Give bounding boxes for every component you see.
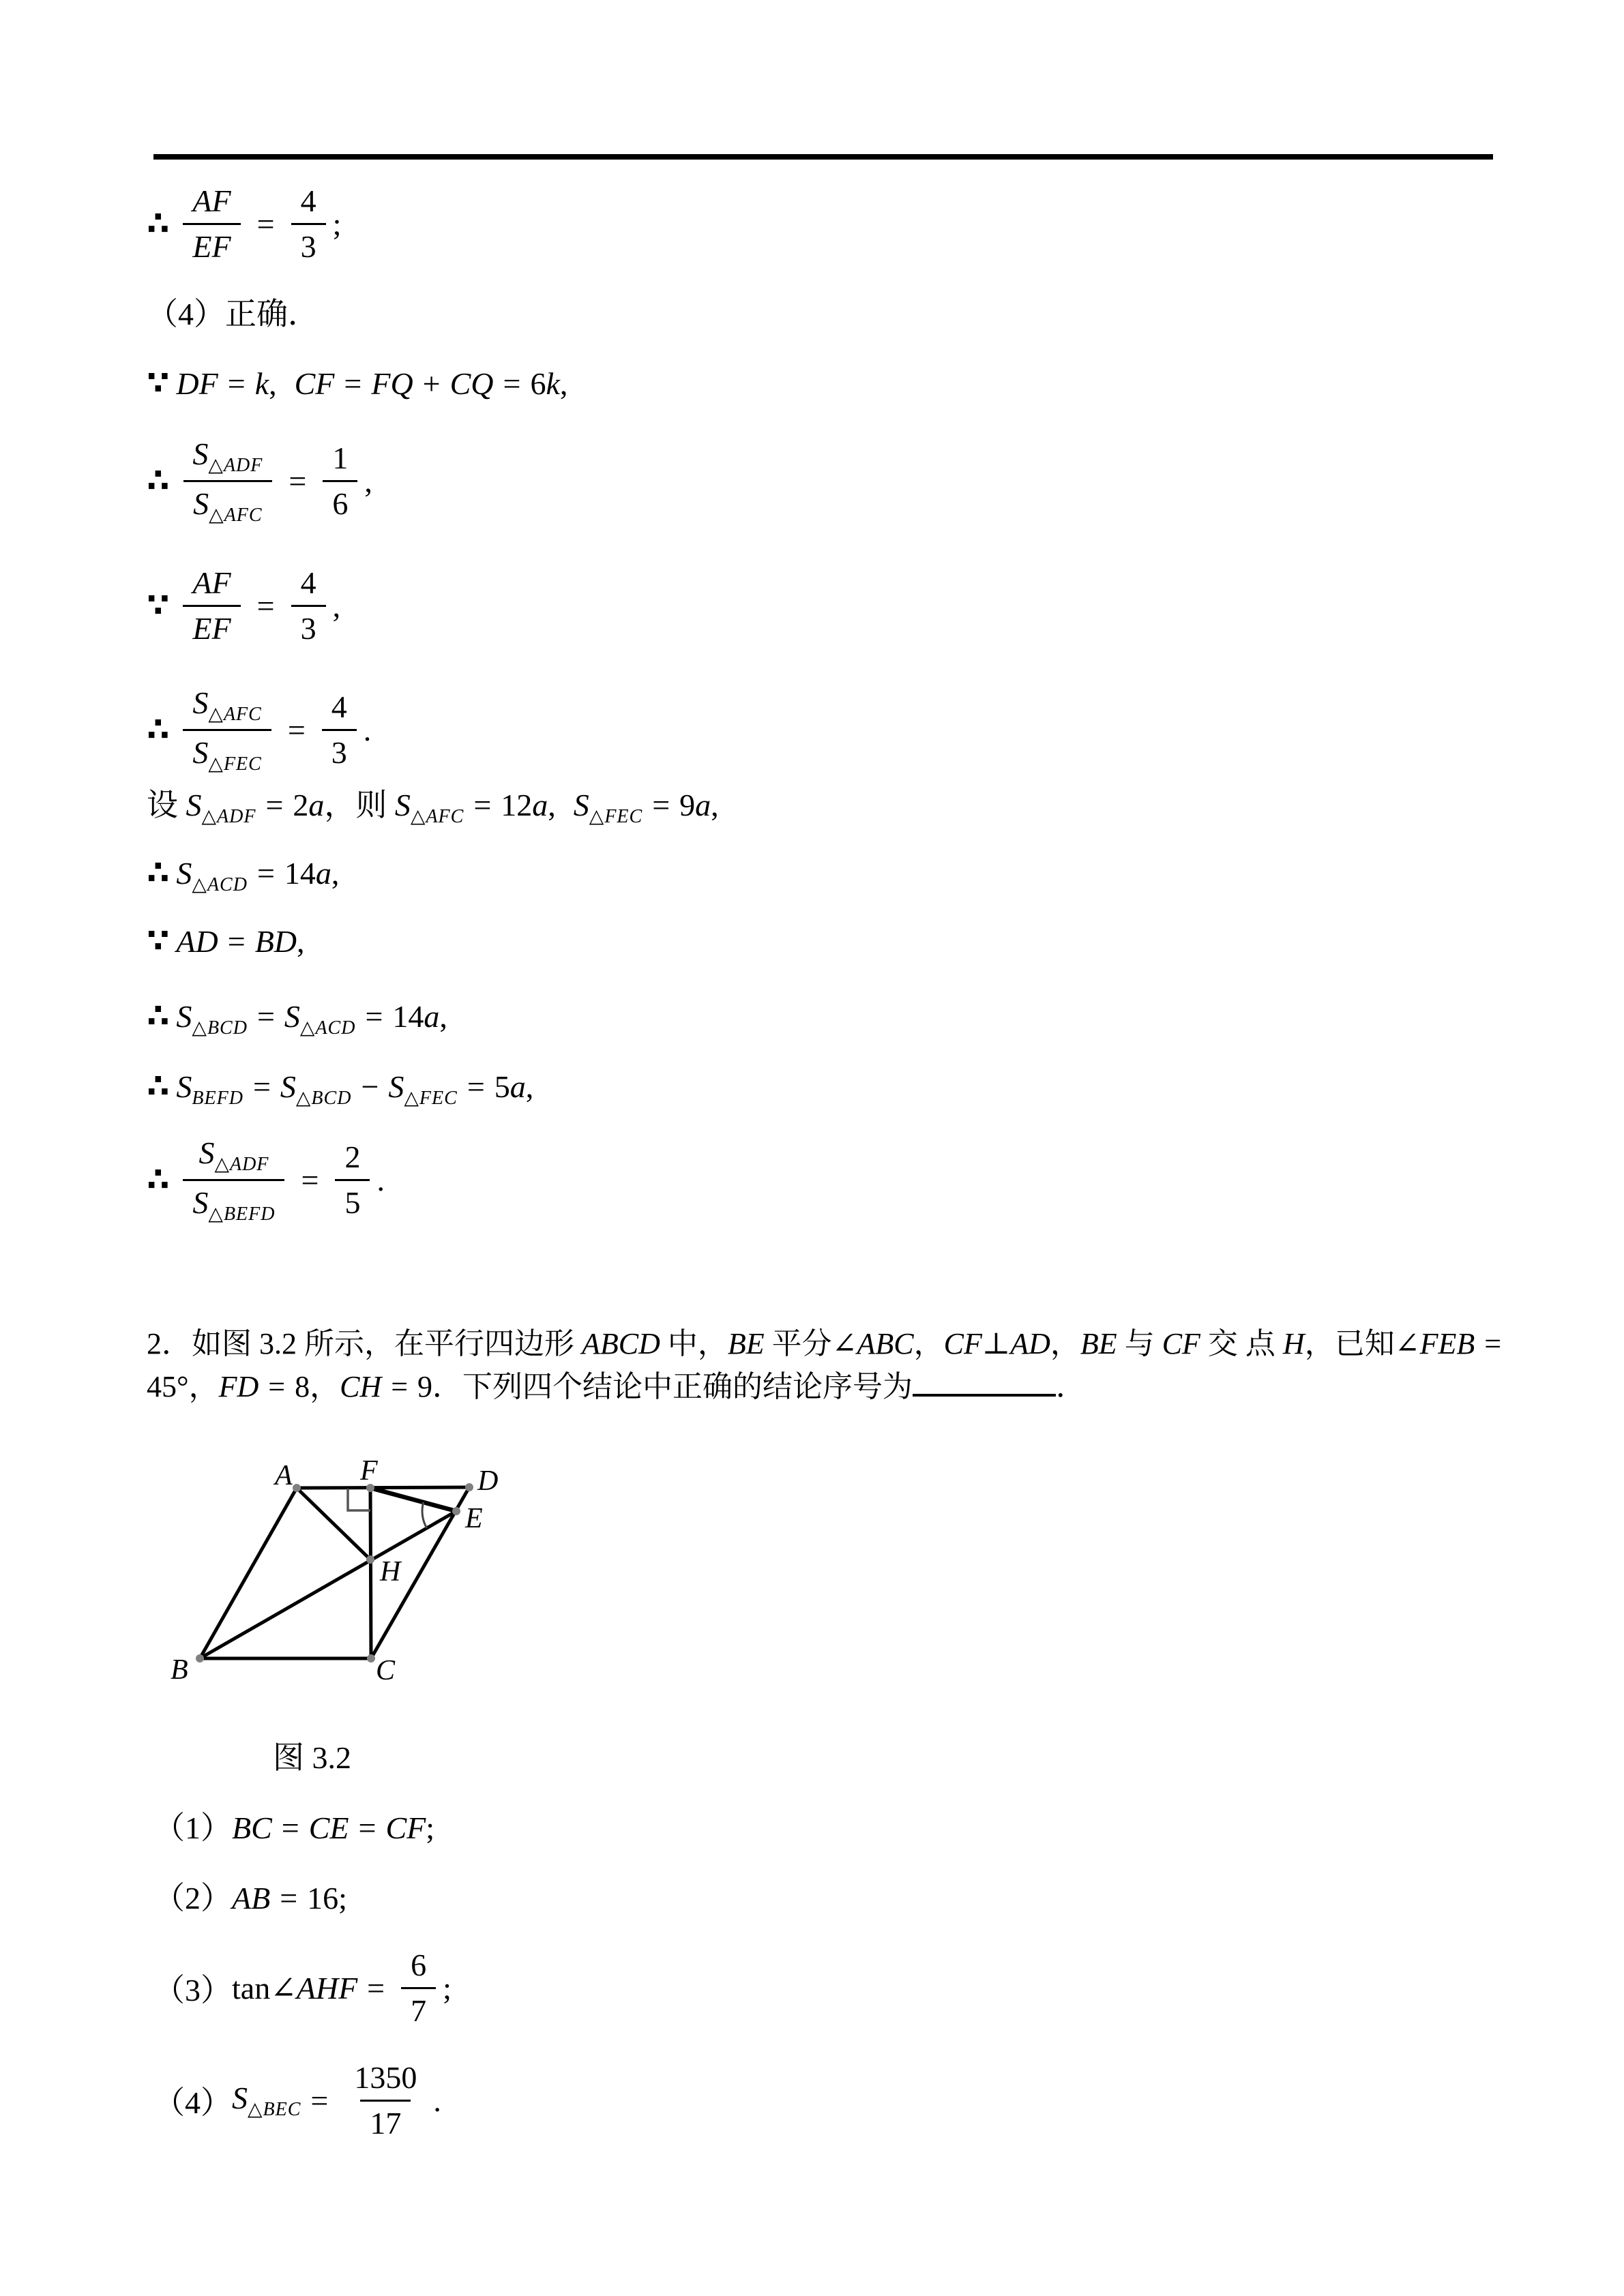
- fraction: [322, 685, 357, 773]
- area-symbol-base: S: [284, 999, 300, 1034]
- math-run: BE: [1080, 1327, 1117, 1360]
- fraction-numerator: [344, 2056, 426, 2099]
- number-run: 16: [307, 1881, 339, 1915]
- area-symbol: [388, 1069, 458, 1109]
- math-run: a: [695, 788, 711, 822]
- parallelogram-diagram: [164, 1418, 532, 1718]
- operator: =: [310, 2083, 329, 2118]
- conclusion-item-1: [153, 1809, 1624, 1847]
- number-run: 1: [332, 441, 349, 476]
- fraction: [183, 432, 272, 530]
- ratio-safc-sfec: [147, 679, 1624, 781]
- fraction: [291, 561, 326, 649]
- operator: =: [256, 588, 275, 623]
- math-run: a: [315, 856, 331, 891]
- area-bcd-line: [147, 997, 1624, 1039]
- math-run: CF: [943, 1327, 982, 1360]
- fraction-numerator: [183, 561, 240, 604]
- area-symbol-base: S: [573, 788, 589, 822]
- math-run: AHF: [296, 1970, 358, 2006]
- number-run: 17: [370, 2105, 402, 2141]
- fraction-denominator: [183, 223, 240, 268]
- area-symbol-subscript: △BEC: [248, 2099, 301, 2121]
- math-run: AD: [176, 924, 218, 959]
- area-symbol-subscript: △FEC: [589, 806, 643, 828]
- area-symbol: [193, 486, 263, 526]
- math-run: a: [510, 1069, 526, 1104]
- text-run: ，: [310, 1370, 340, 1403]
- conclusion-item-3: [153, 1937, 1624, 2039]
- fraction: [183, 1131, 284, 1229]
- operator: =: [367, 1970, 385, 2006]
- punctuation: ,: [297, 924, 305, 959]
- operator: =: [265, 788, 284, 822]
- right-angle-mark-icon: [348, 1489, 370, 1510]
- vertex-dot-b: [196, 1654, 204, 1663]
- area-symbol-base: S: [186, 788, 202, 822]
- area-symbol: [192, 734, 262, 775]
- text-run: （4）正确．: [147, 297, 319, 331]
- number-run: tan∠: [232, 1971, 297, 2006]
- vertex-label-a: A: [275, 1460, 293, 1491]
- area-symbol-subscript: △FEC: [208, 753, 262, 775]
- fraction-denominator: [335, 1179, 370, 1224]
- area-symbol: [394, 788, 464, 828]
- math-run: ABC: [857, 1327, 914, 1360]
- operator: =: [281, 1810, 299, 1845]
- area-symbol: [176, 999, 248, 1039]
- punctuation: .: [363, 712, 372, 747]
- math-run: BE: [727, 1327, 765, 1360]
- operator: =: [252, 1069, 271, 1104]
- number-run: 6: [530, 366, 546, 401]
- area-symbol-subscript: △ADF: [214, 1153, 269, 1175]
- area-symbol-base: S: [176, 1069, 192, 1104]
- fraction-numerator: [183, 432, 272, 480]
- area-symbol: [176, 1069, 243, 1109]
- fraction-numerator: [291, 179, 326, 222]
- problem-2-text-line-1: [147, 1323, 1624, 1365]
- fraction-numerator: [189, 1131, 278, 1179]
- fraction-numerator: [322, 685, 357, 728]
- fraction: [323, 436, 357, 524]
- text-run: （2）: [153, 1881, 232, 1915]
- punctuation: ,: [439, 999, 447, 1034]
- area-befd-line: [147, 1067, 1624, 1109]
- area-symbol: [280, 1069, 352, 1109]
- number-run: 3: [300, 610, 316, 646]
- number-run: 3: [331, 734, 347, 770]
- math-run: ABCD: [582, 1327, 660, 1360]
- area-symbol-subscript: BEFD: [192, 1088, 243, 1109]
- fraction: [401, 1943, 436, 2031]
- text-run: ．: [1056, 1370, 1087, 1403]
- math-run: CH: [340, 1370, 382, 1403]
- fraction-denominator: [322, 729, 357, 774]
- math-run: H: [1282, 1327, 1305, 1360]
- fraction: [183, 179, 240, 267]
- number-run: 5: [344, 1184, 361, 1220]
- number-run: 14: [284, 856, 316, 891]
- text-run: 与: [1117, 1327, 1162, 1360]
- logic-symbol: ∵: [147, 364, 170, 402]
- number-run: 45°: [147, 1370, 189, 1403]
- math-run: FQ: [371, 366, 413, 401]
- vertex-label-f: F: [360, 1455, 378, 1487]
- math-run: CQ: [449, 366, 494, 401]
- math-run: AF: [192, 183, 231, 219]
- fraction-numerator: [183, 681, 271, 729]
- area-symbol-base: S: [232, 2080, 248, 2115]
- area-symbol-base: S: [394, 788, 411, 822]
- area-symbol-base: S: [192, 436, 209, 471]
- text-run: 2．如图 3.2 所示，在平行四边形: [147, 1327, 582, 1360]
- angle-arc-icon: [422, 1502, 427, 1528]
- answer-blank: [913, 1365, 1056, 1397]
- number-run: 1350: [354, 2060, 417, 2096]
- logic-symbol: ∴: [147, 462, 170, 500]
- area-symbol: [192, 1184, 276, 1225]
- figure-caption: [273, 1739, 1624, 1776]
- operator: −: [361, 1069, 379, 1104]
- fraction: [183, 681, 271, 779]
- math-run: EF: [192, 228, 231, 264]
- vertex-label-d: D: [477, 1465, 499, 1497]
- text-run: ，: [913, 1327, 944, 1360]
- fraction-denominator: [183, 1179, 284, 1229]
- area-symbol-subscript: △BCD: [192, 1017, 248, 1039]
- logic-symbol: ∴: [147, 205, 170, 243]
- area-symbol-subscript: △ACD: [192, 874, 248, 896]
- area-symbol-base: S: [176, 999, 192, 1034]
- math-run: BC: [232, 1810, 272, 1845]
- number-run: 3: [300, 228, 316, 264]
- text-run: （3）: [153, 1973, 232, 2008]
- text-run: ，则: [324, 788, 395, 822]
- fraction-denominator: [360, 2100, 411, 2145]
- punctuation: ,: [332, 588, 341, 623]
- math-run: FEB: [1419, 1327, 1475, 1360]
- operator: =: [289, 463, 307, 498]
- operator: =: [473, 788, 492, 822]
- fraction-denominator: [401, 1987, 436, 2032]
- operator: =: [301, 1162, 319, 1197]
- area-symbol-subscript: △ACD: [299, 1017, 356, 1039]
- text-run: ，: [188, 1370, 219, 1403]
- operator: =: [365, 999, 383, 1034]
- logic-symbol: ∵: [147, 586, 170, 625]
- number-run: 14: [392, 999, 424, 1034]
- area-symbol-base: S: [192, 734, 209, 770]
- math-run: CE: [308, 1810, 349, 1845]
- punctuation: ,: [559, 366, 568, 401]
- given-af-ef-ratio: [147, 554, 1624, 657]
- fraction-numerator: [323, 436, 357, 479]
- area-symbol-subscript: △ADF: [208, 454, 263, 476]
- vertex-label-b: B: [171, 1654, 188, 1686]
- text-run: 交 点: [1200, 1327, 1283, 1360]
- area-symbol-base: S: [192, 1184, 209, 1220]
- number-run: 4: [300, 183, 316, 219]
- fraction: [183, 561, 240, 649]
- punctuation: ,: [331, 856, 340, 891]
- area-symbol: [192, 436, 263, 476]
- conclusion-af-ef-ratio: [147, 173, 1624, 275]
- math-run: a: [532, 788, 548, 822]
- area-symbol-subscript: △AFC: [209, 504, 263, 526]
- punctuation: ;: [426, 1810, 435, 1845]
- logic-symbol: ∴: [147, 1067, 170, 1105]
- number-run: 9: [679, 788, 696, 822]
- logic-symbol: ∴: [147, 997, 170, 1035]
- operator: =: [256, 856, 275, 891]
- text-run: （1）: [153, 1810, 232, 1845]
- segment-fe-line: [370, 1488, 456, 1511]
- vertex-dot-c: [367, 1654, 375, 1663]
- fraction: [335, 1135, 370, 1223]
- punctuation: ,: [548, 788, 556, 822]
- fraction-denominator: [291, 605, 326, 650]
- punctuation: ;: [332, 206, 342, 241]
- vertex-dot-e: [452, 1507, 460, 1515]
- text-run: 设: [147, 788, 186, 822]
- vertex-label-c: C: [376, 1655, 396, 1686]
- operator: =: [287, 712, 306, 747]
- fraction-numerator: [401, 1943, 436, 1986]
- operator: =: [227, 924, 246, 959]
- text-run: ．下列四个结论中正确的结论序号为: [432, 1370, 913, 1403]
- text-run: （4）: [153, 2085, 232, 2120]
- area-symbol-base: S: [176, 856, 192, 891]
- geometry-figure: [147, 1418, 1624, 1718]
- area-symbol-subscript: △BCD: [295, 1088, 352, 1109]
- math-run: DF: [176, 366, 218, 401]
- math-run: EF: [192, 610, 231, 646]
- area-symbol-base: S: [193, 486, 209, 521]
- punctuation: ,: [364, 463, 372, 498]
- area-symbol-subscript: △FEC: [404, 1088, 458, 1109]
- ratio-sadf-sbefd: [147, 1129, 1624, 1231]
- segment-ah-line: [297, 1488, 370, 1560]
- operator: =: [1484, 1327, 1502, 1360]
- area-symbol: [192, 685, 262, 725]
- operator: =: [467, 1069, 485, 1104]
- math-run: CF: [1162, 1327, 1200, 1360]
- fraction-numerator: [183, 179, 240, 222]
- punctuation: ;: [338, 1881, 347, 1915]
- vertex-dot-d: [465, 1483, 473, 1491]
- number-run: 12: [501, 788, 533, 822]
- area-symbol-subscript: △AFC: [208, 703, 262, 725]
- number-run: 4: [300, 565, 316, 601]
- side-ab-line: [200, 1488, 297, 1658]
- fraction-denominator: [183, 480, 271, 530]
- logic-symbol: ∴: [147, 854, 170, 892]
- vertex-label-e: E: [465, 1503, 483, 1534]
- number-run: 9: [417, 1370, 433, 1403]
- fraction: [291, 179, 326, 267]
- area-acd-line: [147, 854, 1624, 896]
- area-symbol-base: S: [192, 685, 209, 720]
- fraction-numerator: [291, 561, 326, 604]
- area-symbol: [284, 999, 356, 1039]
- logic-symbol: ∴: [147, 1161, 170, 1199]
- number-run: 8: [295, 1370, 310, 1403]
- math-run: CF: [294, 366, 335, 401]
- ratio-sadf-safc: [147, 430, 1624, 532]
- problem-2-text-line-2: [147, 1365, 1624, 1407]
- operator: =: [344, 366, 362, 401]
- item4-correct-heading: [147, 295, 1624, 333]
- math-run: FD: [218, 1370, 259, 1403]
- area-symbol-base: S: [280, 1069, 296, 1104]
- figure-caption-text: 图 3.2: [273, 1740, 351, 1775]
- math-run: a: [308, 788, 325, 822]
- operator: =: [358, 1810, 377, 1845]
- logic-symbol: ∵: [147, 922, 170, 960]
- area-symbol-subscript: △BEFD: [208, 1203, 276, 1225]
- operator: =: [503, 366, 521, 401]
- operator: +: [422, 366, 441, 401]
- assume-areas-line: [147, 786, 1624, 828]
- operator: =: [256, 206, 275, 241]
- vertex-label-h: H: [380, 1556, 401, 1587]
- side-ad-line: [297, 1487, 469, 1488]
- math-run: AF: [192, 565, 231, 601]
- fraction-denominator: [183, 605, 240, 650]
- number-run: 6: [411, 1948, 427, 1983]
- area-symbol-base: S: [198, 1135, 215, 1170]
- operator: =: [391, 1370, 409, 1403]
- math-run: k: [254, 366, 269, 401]
- text-run: ，: [1050, 1327, 1080, 1360]
- header-divider-rule: [153, 154, 1493, 160]
- punctuation: ,: [711, 788, 719, 822]
- operator: =: [268, 1370, 286, 1403]
- math-run: a: [424, 999, 440, 1034]
- fraction-denominator: [291, 223, 326, 268]
- math-run: CF: [385, 1810, 426, 1845]
- area-symbol: [198, 1135, 269, 1175]
- fraction-denominator: [183, 729, 271, 779]
- operator: =: [652, 788, 670, 822]
- number-run: 5: [494, 1069, 510, 1104]
- given-ad-bd-line: [147, 923, 1624, 960]
- segment-fc-line: [370, 1488, 371, 1658]
- given-df-cf-line: [147, 365, 1624, 402]
- conclusion-item-4: [153, 2049, 1624, 2151]
- text-run: ，已知∠: [1304, 1327, 1420, 1360]
- area-symbol-subscript: △ADF: [201, 806, 256, 828]
- area-symbol: [186, 788, 256, 828]
- fraction-denominator: [323, 480, 357, 525]
- logic-symbol: ∴: [147, 711, 170, 749]
- area-symbol-subscript: △AFC: [410, 806, 464, 828]
- punctuation: .: [377, 1162, 385, 1197]
- segment-be-line: [200, 1511, 456, 1658]
- number-run: 6: [332, 486, 349, 521]
- math-run: AD: [1010, 1327, 1050, 1360]
- number-run: 4: [331, 689, 347, 725]
- punctuation: ,: [525, 1069, 534, 1104]
- punctuation: ;: [443, 1970, 452, 2006]
- math-run: k: [546, 366, 560, 401]
- fraction-numerator: [335, 1135, 370, 1178]
- text-run: 平分∠: [764, 1327, 857, 1360]
- fraction: [344, 2056, 426, 2144]
- area-symbol: [176, 856, 248, 896]
- number-run: 2: [344, 1139, 361, 1175]
- area-symbol-base: S: [388, 1069, 404, 1104]
- conclusion-item-2: [153, 1879, 1624, 1917]
- text-run: ⊥: [981, 1327, 1011, 1360]
- area-symbol: [232, 2080, 301, 2121]
- operator: =: [280, 1881, 298, 1915]
- math-run: AB: [232, 1881, 271, 1915]
- punctuation: ,: [269, 366, 277, 401]
- operator: =: [256, 999, 275, 1034]
- text-run: 中，: [660, 1327, 728, 1360]
- vertex-dot-a: [293, 1484, 301, 1492]
- math-run: BD: [254, 924, 297, 959]
- number-run: 2: [293, 788, 309, 822]
- vertex-dot-h: [366, 1555, 374, 1564]
- punctuation: .: [433, 2083, 441, 2118]
- area-symbol: [573, 788, 643, 828]
- operator: =: [227, 366, 246, 401]
- number-run: 7: [411, 1993, 427, 2028]
